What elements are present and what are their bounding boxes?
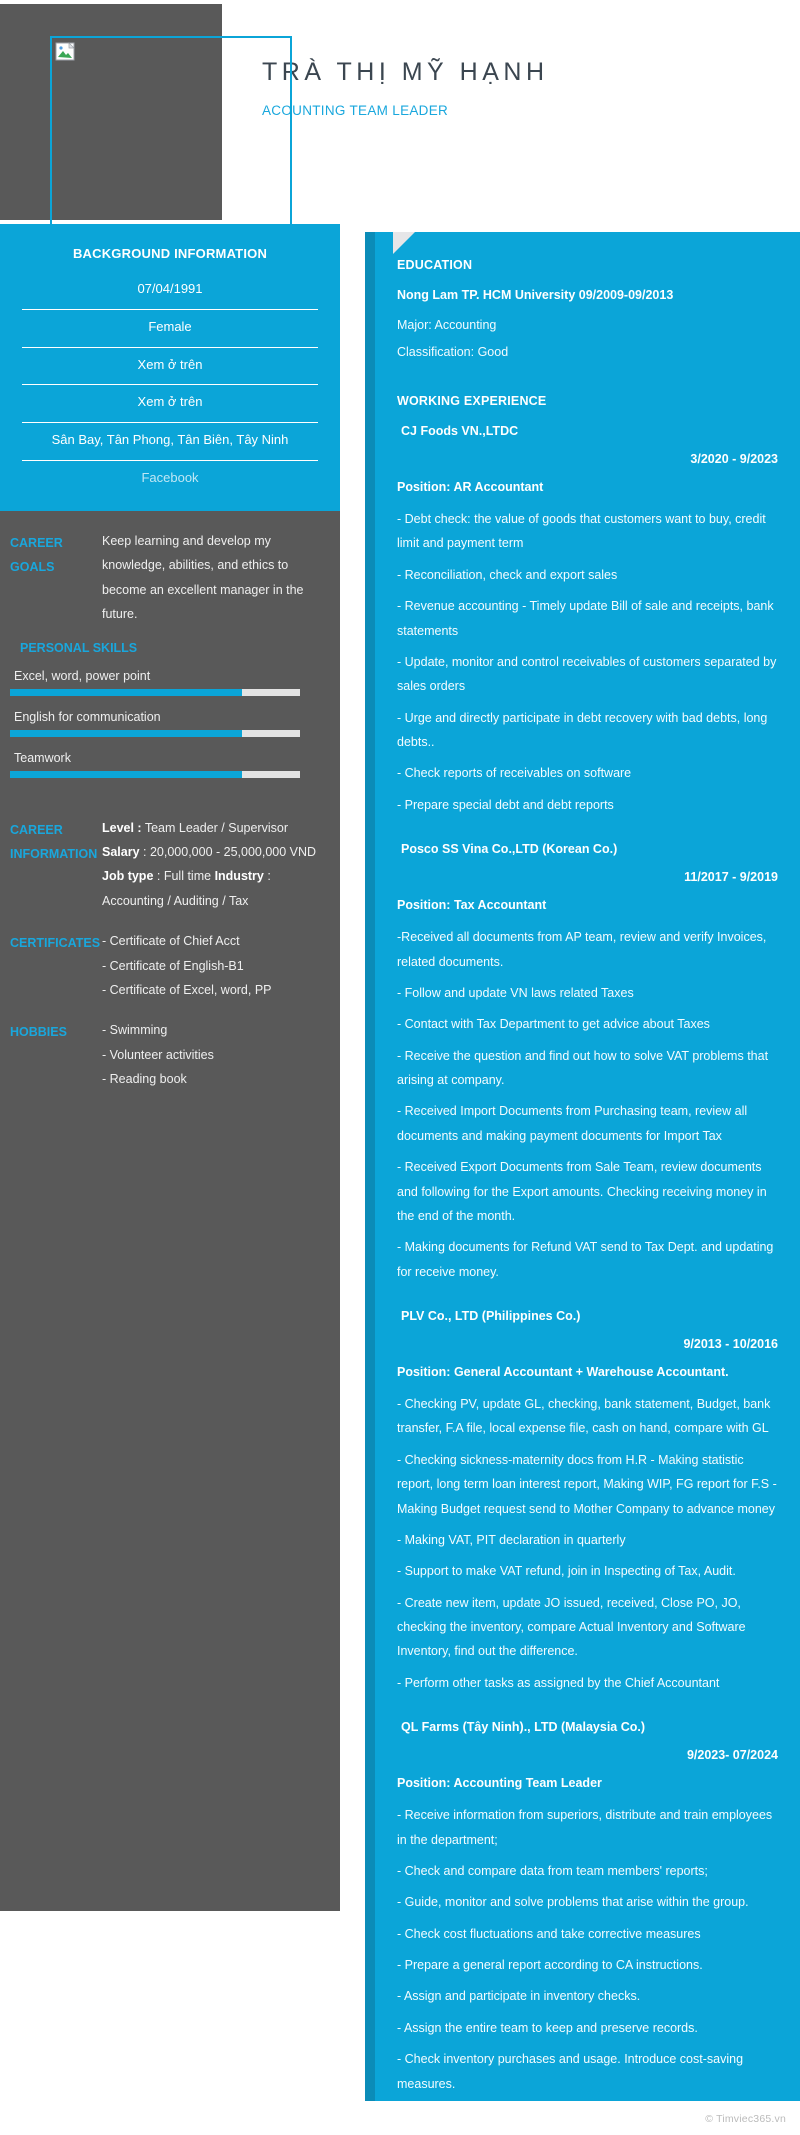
job-date: 9/2013 - 10/2016: [683, 1337, 778, 1351]
skill-progress-track: [10, 730, 300, 737]
job-bullet: - Prepare special debt and debt reports: [397, 797, 614, 812]
fold-corner: [393, 232, 415, 254]
career-level-value: Team Leader / Supervisor: [144, 820, 288, 835]
job-bullet: -Received all documents from AP team, review and verify Invoices, related documents.: [397, 930, 767, 969]
job-position: Position: Accounting Team Leader: [397, 1776, 602, 1791]
career-information-section: [0, 802, 340, 920]
skill-name: English for communication: [14, 709, 161, 724]
working-experience-heading: WORKING EXPERIENCE: [397, 394, 547, 408]
job-company: QL Farms (Tây Ninh)., LTD (Malaysia Co.): [401, 1720, 646, 1735]
job-spacer: [397, 824, 778, 838]
certificates-body: [102, 929, 322, 1002]
job-date: 11/2017 - 9/2019: [684, 870, 778, 885]
job-bullet: - Contact with Tax Department to get advice about Taxes: [397, 1017, 710, 1032]
education-classification: Classification: Good: [397, 345, 509, 359]
address-row: Sân Bay, Tân Phong, Tân Biên, Tây Ninh: [22, 423, 318, 461]
job-bullet: - Checking PV, update GL, checking, bank statement, Budget, bank transfer, F.A file, local expense file, cash on hand, compare with GL: [397, 1397, 771, 1436]
certificates-label: CERTIFICATES: [10, 936, 101, 951]
job-bullet: - Check reports of receivables on software: [397, 766, 632, 781]
certificates-section: [0, 919, 340, 1008]
job-position: Position: Tax Accountant: [397, 898, 547, 913]
birthdate-row: 07/04/1991: [22, 277, 318, 310]
education-school: Nong Lam TP. HCM University 09/2009-09/2013: [397, 288, 674, 302]
job-bullet: - Support to make VAT refund, join in Inspecting of Tax, Audit.: [397, 1564, 736, 1579]
job-spacer: [397, 1291, 778, 1305]
job-bullet: - Reconciliation, check and export sales: [397, 567, 618, 582]
section-spacer: [397, 372, 778, 394]
certificate-item: - Certificate of Excel, word, PP: [102, 982, 272, 997]
hobby-item: - Volunteer activities: [102, 1047, 214, 1062]
skill-progress-fill: [10, 771, 242, 778]
job-bullet: - Checking sickness-maternity docs from H.R - Making statistic report, long term loan interest report, Making WIP, FG report for F.S - Making Budget request send to Mother Company to advance money: [397, 1452, 777, 1516]
job-bullet: - Revenue accounting - Timely update Bill of sale and receipts, bank statements: [397, 599, 774, 638]
job-company: CJ Foods VN.,LTDC: [401, 424, 519, 438]
footer-watermark: © Timviec365.vn: [705, 2113, 786, 2125]
personal-skills-label: PERSONAL SKILLS: [20, 641, 138, 656]
job-bullet: - Guide, monitor and solve problems that arise within the group.: [397, 1895, 749, 1910]
hobby-item: - Reading book: [102, 1072, 187, 1087]
email-row: Xem ở trên: [22, 385, 318, 423]
career-jobtype-label: Job type: [102, 869, 154, 884]
job-bullet: - Follow and update VN laws related Taxes: [397, 985, 634, 1000]
cv-header: [0, 0, 800, 224]
job-spacer: [397, 1702, 778, 1716]
job-bullet: - Making documents for Refund VAT send to Tax Dept. and updating for receive money.: [397, 1240, 774, 1279]
career-jobtype-line: [102, 864, 322, 913]
education-major: Major: Accounting: [397, 318, 497, 332]
gender-row: Female: [22, 310, 318, 348]
job-bullet: - Assign the entire team to keep and preserve records.: [397, 2020, 698, 2035]
skill-progress-fill: [10, 689, 242, 696]
job-bullet: - Making VAT, PIT declaration in quarterly: [397, 1532, 626, 1547]
career-industry-label: Industry: [214, 869, 264, 884]
skill-item: [10, 710, 322, 737]
job-entry: [397, 1720, 778, 2117]
skill-name: Teamwork: [14, 750, 71, 765]
job-bullet: - Urge and directly participate in debt recovery with bad debts, long debts..: [397, 710, 768, 749]
career-goals-text: Keep learning and develop my knowledge, abilities, and ethics to become an excellent manager in the future.: [102, 533, 304, 621]
job-bullet: - Received Export Documents from Sale Team, review documents and following for the Export amounts. Checking receiving money in the end of the month.: [397, 1160, 767, 1223]
background-information-section: [0, 224, 340, 511]
hobby-item: - Swimming: [102, 1023, 168, 1038]
job-company: Posco SS Vina Co.,LTD (Korean Co.): [401, 842, 618, 857]
header-text-block: [262, 58, 549, 118]
job-position: Position: AR Accountant: [397, 480, 544, 494]
job-entry: [397, 1309, 778, 1716]
job-entry: [397, 424, 778, 838]
job-date: 3/2020 - 9/2023: [690, 452, 778, 466]
job-bullet: - Received Import Documents from Purchasing team, review all documents and making payment documents for Import Tax: [397, 1104, 748, 1143]
career-salary-line: [102, 840, 322, 864]
job-bullet: - Update, monitor and control receivables of customers separated by sales orders: [397, 654, 777, 694]
job-bullet: - Check cost fluctuations and take corrective measures: [397, 1926, 701, 1941]
bottom-white-strip: [0, 2101, 800, 2135]
job-bullet: - Check inventory purchases and usage. Introduce cost-saving measures.: [397, 2052, 744, 2091]
job-company: PLV Co., LTD (Philippines Co.): [401, 1309, 581, 1323]
page-title: TRÀ THỊ MỸ HẠNH: [262, 58, 549, 86]
hobbies-label: HOBBIES: [10, 1025, 67, 1040]
career-industry-value: : Accounting / Auditing / Tax: [102, 869, 271, 908]
background-information-heading: BACKGROUND INFORMATION: [72, 246, 268, 261]
broken-image-icon: [55, 41, 77, 63]
job-bullet: - Perform other tasks as assigned by the Chief Accountant: [397, 1675, 720, 1690]
career-salary-value: : 20,000,000 - 25,000,000 VND: [143, 845, 317, 860]
job-date: 9/2023- 07/2024: [686, 1748, 778, 1763]
job-bullet: - Assign and participate in inventory checks.: [397, 1989, 641, 2004]
skill-item: [10, 669, 322, 696]
career-goals-body: [102, 529, 322, 627]
job-bullet: - Create new item, update JO issued, received, Close PO, JO, checking the inventory, compare Actual Inventory and Software Inventory, find out the difference.: [397, 1595, 746, 1659]
right-content-card: [375, 232, 800, 2135]
certificate-item: - Certificate of Chief Acct: [102, 934, 240, 949]
career-goals-section: [0, 511, 340, 633]
skill-name: Excel, word, power point: [14, 668, 151, 683]
career-information-body: [102, 816, 322, 914]
right-column: [375, 232, 800, 2135]
photo-frame: [50, 36, 292, 231]
career-information-label: CAREER INFORMATION: [10, 822, 98, 862]
left-gray-panel: [0, 511, 340, 1911]
hobbies-body: [102, 1018, 322, 1091]
job-bullet: - Receive information from superiors, distribute and train employees in the department;: [397, 1808, 773, 1847]
jobs-container: [397, 424, 778, 2117]
career-level-label: Level :: [102, 820, 142, 835]
skill-item: [10, 751, 322, 778]
certificate-item: - Certificate of English-B1: [102, 958, 244, 973]
career-level-line: [102, 816, 322, 840]
left-column: [0, 224, 340, 1911]
hobbies-section: [0, 1008, 340, 1097]
cv-body: [0, 224, 800, 2135]
career-salary-label: Salary: [102, 845, 140, 860]
job-bullet: - Debt check: the value of goods that customers want to buy, credit limit and payment term: [397, 512, 766, 551]
skill-progress-fill: [10, 730, 242, 737]
career-goals-label: CAREER GOALS: [10, 535, 63, 575]
job-bullet: - Prepare a general report according to CA instructions.: [397, 1958, 703, 1972]
job-entry: [397, 842, 778, 1305]
phone-row: Xem ở trên: [22, 348, 318, 386]
job-position: Position: General Accountant + Warehouse Accountant.: [397, 1365, 729, 1379]
personal-skills-section: [0, 632, 340, 801]
job-bullet: - Check and compare data from team members' reports;: [397, 1863, 708, 1878]
skill-progress-track: [10, 771, 300, 778]
career-jobtype-value: : Full time: [156, 869, 212, 884]
skill-progress-track: [10, 689, 300, 696]
job-title: ACOUNTING TEAM LEADER: [262, 103, 449, 118]
job-bullet: - Receive the question and find out how to solve VAT problems that arising at company.: [397, 1048, 769, 1087]
education-heading: EDUCATION: [397, 258, 473, 272]
facebook-link[interactable]: Facebook: [141, 469, 199, 485]
